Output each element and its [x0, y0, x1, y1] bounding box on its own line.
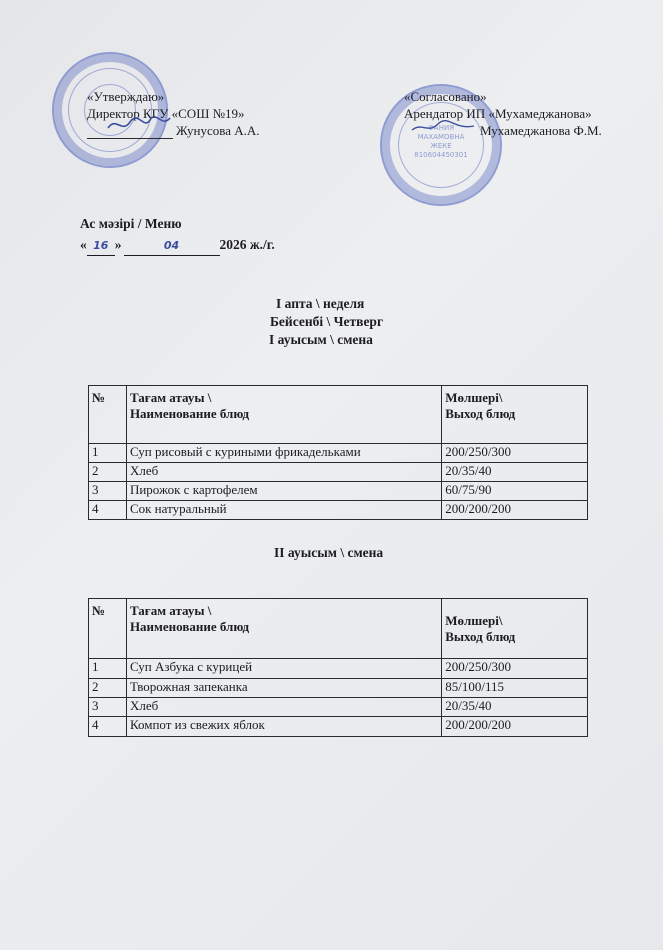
menu-title: Ас мәзірі / Меню [80, 216, 182, 231]
row-dish: Компот из свежих яблок [126, 717, 441, 737]
stamp-line-2: МАХАМОВНА [417, 133, 465, 141]
col-num-header: № [89, 599, 127, 659]
stamp-line-3: ЖЕКЕ [430, 142, 452, 150]
col-out-header [442, 599, 588, 659]
shift1-table [88, 385, 588, 520]
col-out-header [442, 386, 588, 444]
row-output: 200/200/200 [442, 501, 588, 520]
row-output: 60/75/90 [442, 482, 588, 501]
row-num: 1 [89, 659, 127, 679]
date-open-quote: « [80, 237, 87, 252]
row-output: 20/35/40 [442, 463, 588, 482]
date-month [124, 236, 220, 256]
approve-title: Директор КГУ «СОШ №19» [87, 106, 245, 121]
row-num: 4 [89, 501, 127, 520]
table-row [89, 444, 588, 463]
stamp-line-4: 810604450301 [414, 151, 468, 159]
col-num-header: № [89, 386, 127, 444]
col-out-header-ru: Выход блюд [445, 406, 516, 421]
col-out-header-ru: Выход блюд [445, 629, 516, 644]
row-dish: Хлеб [126, 698, 441, 717]
row-num: 2 [89, 679, 127, 698]
approve-label: «Утверждаю» [87, 89, 165, 104]
shift2-title: II ауысым \ смена [274, 545, 384, 560]
col-name-header-kz: Тағам атауы \ [129, 390, 212, 405]
menu-date [80, 236, 275, 256]
row-dish: Сок натуральный [126, 501, 441, 520]
row-dish: Суп Азбука с курицей [126, 659, 441, 679]
row-num: 3 [89, 698, 127, 717]
row-num: 1 [89, 444, 127, 463]
approve-signature-line [87, 138, 173, 139]
agree-name: Мухамеджанова Ф.М. [480, 123, 602, 138]
row-num: 3 [89, 482, 127, 501]
row-output: 200/200/200 [442, 717, 588, 737]
date-day [87, 236, 115, 256]
approve-name: Жунусова А.А. [176, 123, 260, 138]
date-month-handwritten: 04 [163, 239, 180, 252]
director-signature [104, 112, 174, 136]
row-dish: Творожная запеканка [126, 679, 441, 698]
date-year: 2026 ж./г. [219, 237, 275, 252]
col-name-header-kz: Тағам атауы \ [129, 603, 212, 618]
row-dish: Суп рисовый с куриными фрикадельками [126, 444, 441, 463]
row-dish: Хлеб [126, 463, 441, 482]
col-name-header-ru: Наименование блюд [129, 619, 250, 634]
shift2-table [88, 598, 588, 737]
date-close-quote: » [114, 237, 122, 252]
col-name-header [126, 599, 441, 659]
table-row [89, 679, 588, 698]
table-row [89, 463, 588, 482]
col-name-header-ru: Наименование блюд [129, 406, 250, 421]
row-output: 20/35/40 [442, 698, 588, 717]
row-num: 4 [89, 717, 127, 737]
row-dish: Пирожок с картофелем [126, 482, 441, 501]
row-num: 2 [89, 463, 127, 482]
table-row [89, 659, 588, 679]
col-out-header-kz: Мөлшері\ [445, 613, 503, 628]
row-output: 85/100/115 [442, 679, 588, 698]
row-output: 200/250/300 [442, 444, 588, 463]
table-row [89, 501, 588, 520]
tenant-signature [408, 116, 478, 138]
table-row [89, 482, 588, 501]
agree-label: «Согласовано» [404, 89, 487, 104]
day-label: Бейсенбі \ Четверг [270, 314, 384, 329]
stamp-line-1: ФАНИЯ [427, 124, 455, 132]
table-row [89, 698, 588, 717]
agree-title: Арендатор ИП «Мухамеджанова» [404, 106, 592, 121]
week-label: I апта \ неделя [276, 296, 365, 311]
shift1-header-row [89, 386, 588, 444]
date-day-handwritten: 16 [93, 239, 109, 252]
col-out-header-kz: Мөлшері\ [445, 390, 503, 405]
col-name-header [126, 386, 441, 444]
row-output: 200/250/300 [442, 659, 588, 679]
shift2-header-row [89, 599, 588, 659]
table-row [89, 717, 588, 737]
shift1-title: I ауысым \ смена [269, 332, 373, 347]
